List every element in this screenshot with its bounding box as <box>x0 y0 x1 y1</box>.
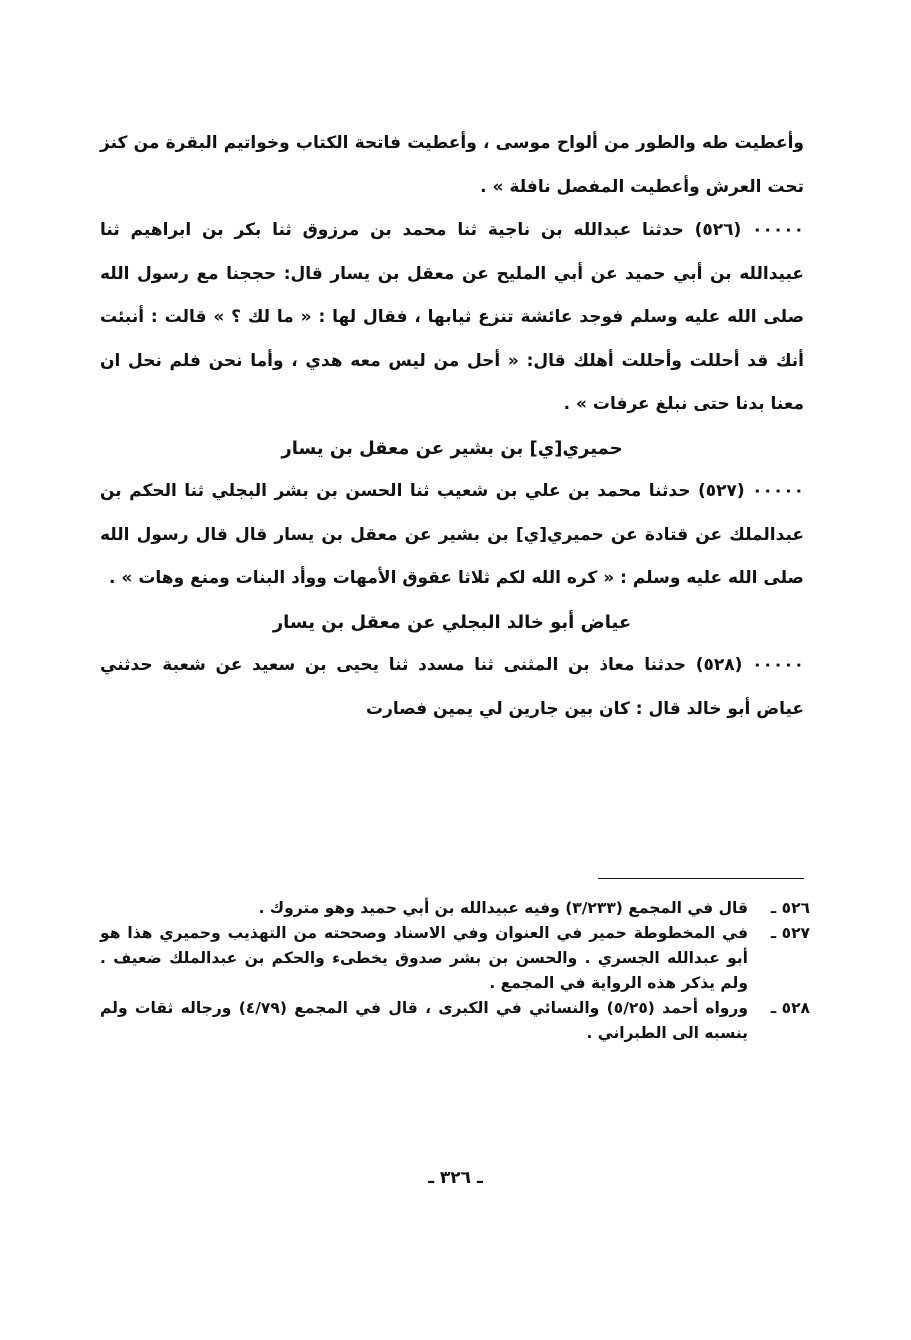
footnote-526 <box>100 896 810 921</box>
footnote-528 <box>100 996 810 1046</box>
hadith-527: ٠٠٠٠٠ (٥٢٧) حدثنا محمد بن علي بن شعيب ثنا الحسن بن بشر البجلي ثنا الحكم بن عبدالملك عن قتادة عن حميري[ي] بن بشير عن معقل بن يسار قال قال رسول الله صلى الله عليه وسلم : « كره الله لكم ثلاثا عقوق الأمهات ووأد البنات ومنع وهات » . <box>100 481 804 588</box>
footnote-text: ورواه أحمد (٥/٢٥) والنسائي في الكبرى ، قال في المجمع (٤/٧٩) ورجاله ثقات ولم ينسبه الى الطبراني . <box>100 999 748 1042</box>
footnote-text: قال في المجمع (٣/٢٣٣) وفيه عبيدالله بن أبي حميد وهو متروك . <box>258 899 748 917</box>
section-heading-iyad: عياض أبو خالد البجلي عن معقل بن يسار <box>272 611 632 633</box>
footnote-number: ٥٢٨ ـ <box>770 999 810 1017</box>
paragraph-continuation: وأعطيت طه والطور من ألواح موسى ، وأعطيت فاتحة الكتاب وخواتيم البقرة من كنز تحت العرش وأعطيت المفصل نافلة » . <box>100 133 804 197</box>
main-text <box>100 122 804 731</box>
footnote-number: ٥٢٦ ـ <box>770 899 810 917</box>
footnote-text: في المخطوطة حمير في العنوان وفي الاسناد وصححته من التهذيب وحميري هذا هو أبو عبدالله الجسري . والحسن بن بشر صدوق يخطىء والحكم بن عبدالملك ضعيف . ولم يذكر هذه الرواية في المجمع . <box>100 924 748 992</box>
hadith-528: ٠٠٠٠٠ (٥٢٨) حدثنا معاذ بن المثنى ثنا مسدد ثنا يحيى بن سعيد عن شعبة حدثني عياض أبو خالد قال : كان بين جارين لي يمين فصارت <box>100 655 804 719</box>
page-number: ـ ٣٢٦ ـ <box>428 1168 483 1188</box>
footnote-separator <box>598 878 804 879</box>
hadith-526: ٠٠٠٠٠ (٥٢٦) حدثنا عبدالله بن ناجية ثنا محمد بن مرزوق ثنا بكر بن ابراهيم ثنا عبيدالله بن أبي حميد عن أبي المليح عن معقل بن يسار قال: حججنا مع رسول الله صلى الله عليه وسلم فوجد عائشة تنزع ثيابها ، فقال لها : « ما لك ؟ » قالت : أنبئت أنك قد أحللت وأحللت أهلك قال: « أحل من ليس معه هدي ، وأما نحن فلم نحل ان معنا بدنا حتى نبلغ عرفات » . <box>100 220 804 414</box>
section-heading-humayri: حميري[ي] بن بشير عن معقل بن يسار <box>281 437 623 459</box>
footnote-number: ٥٢٧ ـ <box>770 924 810 942</box>
footnotes <box>100 896 810 1046</box>
footnote-527 <box>100 921 810 996</box>
